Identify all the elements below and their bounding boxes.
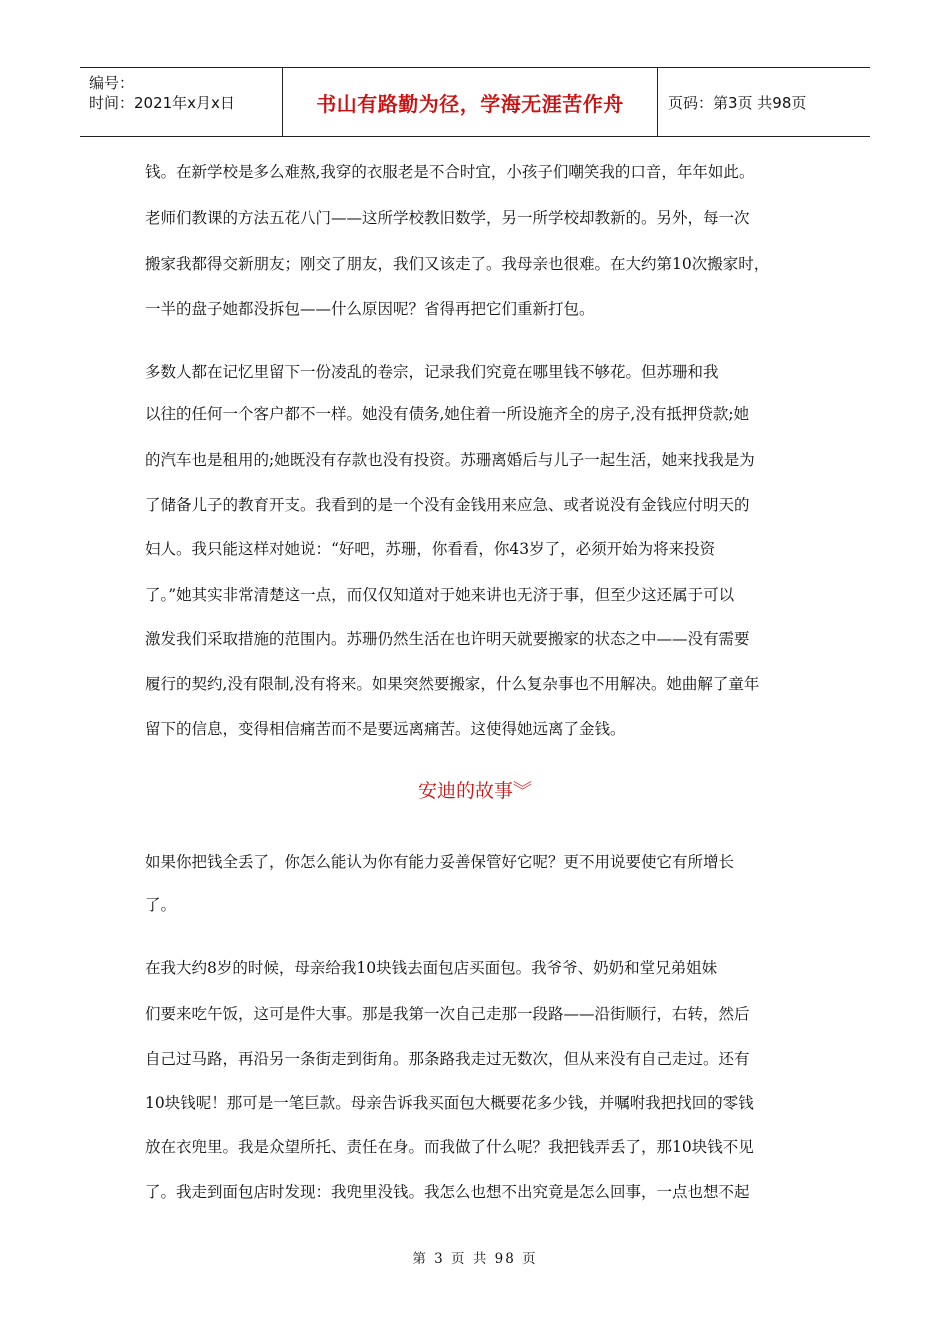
- document-header: [80, 67, 870, 137]
- text-line: 10块钱呢！那可是一笔巨款。母亲告诉我买面包大概要花多少钱，并嘱咐我把找回的零钱: [145, 1094, 754, 1112]
- header-meta-cell: [80, 68, 283, 136]
- text-line: 了。我走到面包店时发现：我兜里没钱。我怎么也想不出究竟是怎么回事，一点也想不起: [145, 1183, 750, 1201]
- text-line: 履行的契约,没有限制,没有将来。如果突然要搬家，什么复杂事也不用解决。她曲解了童年: [145, 675, 760, 693]
- text-line: 留下的信息，变得相信痛苦而不是要远离痛苦。这使得她远离了金钱。: [145, 720, 626, 738]
- text-line: 了。”她其实非常清楚这一点，而仅仅知道对于她来讲也无济于事，但至少这还属于可以: [145, 586, 735, 604]
- header-motto: 书山有路勤为径，学海无涯苦作舟: [316, 91, 624, 116]
- text-line: 们要来吃午饭，这可是件大事。那是我第一次自己走那一段路——沿街顺行，右转，然后: [145, 1005, 750, 1023]
- header-page-info: 页码：第3页 共98页: [668, 93, 807, 112]
- header-page-cell: [658, 68, 870, 136]
- page-footer: 第 3 页 共 98 页: [412, 1251, 538, 1267]
- text-line: 了。: [145, 896, 177, 914]
- text-line: 自己过马路，再沿另一条街走到街角。那条路我走过无数次，但从来没有自己走过。还有: [145, 1050, 750, 1068]
- text-line: 妇人。我只能这样对她说：“好吧，苏珊，你看看，你43岁了，必须开始为将来投资: [145, 540, 716, 558]
- text-line: 了储备儿子的教育开支。我看到的是一个没有金钱用来应急、或者说没有金钱应付明天的: [145, 496, 750, 514]
- doc-number-label: 编号：: [89, 74, 135, 92]
- text-line: 以往的任何一个客户都不一样。她没有债务,她住着一所设施齐全的房子,没有抵押贷款;她: [145, 405, 750, 423]
- text-line: 的汽车也是租用的;她既没有存款也没有投资。苏珊离婚后与儿子一起生活，她来找我是为: [145, 451, 755, 469]
- doc-date-label: 时间：2021年x月x日: [89, 94, 235, 112]
- text-line: 老师们教课的方法五花八门——这所学校教旧数学，另一所学校却教新的。另外，每一次: [145, 209, 750, 227]
- text-line: 一半的盘子她都没拆包——什么原因呢？省得再把它们重新打包。: [145, 300, 595, 318]
- text-line: 搬家我都得交新朋友；刚交了朋友，我们又该走了。我母亲也很难。在大约第10次搬家时，: [145, 255, 770, 273]
- text-line: 钱。在新学校是多么难熬,我穿的衣服老是不合时宜，小孩子们嘲笑我的口音，年年如此。: [145, 163, 755, 181]
- section-title: 安迪的故事︾: [417, 780, 532, 802]
- header-motto-cell: [283, 68, 658, 136]
- text-line: 放在衣兜里。我是众望所托、责任在身。而我做了什么呢？我把钱弄丢了，那10块钱不见: [145, 1138, 754, 1156]
- text-line: 激发我们采取措施的范围内。苏珊仍然生活在也许明天就要搬家的状态之中——没有需要: [145, 630, 750, 648]
- text-line: 多数人都在记忆里留下一份凌乱的卷宗，记录我们究竟在哪里钱不够花。但苏珊和我: [145, 363, 719, 381]
- text-line: 如果你把钱全丢了，你怎么能认为你有能力妥善保管好它呢？更不用说要使它有所增长: [145, 853, 735, 871]
- text-line: 在我大约8岁的时候，母亲给我10块钱去面包店买面包。我爷爷、奶奶和堂兄弟姐妹: [145, 959, 718, 977]
